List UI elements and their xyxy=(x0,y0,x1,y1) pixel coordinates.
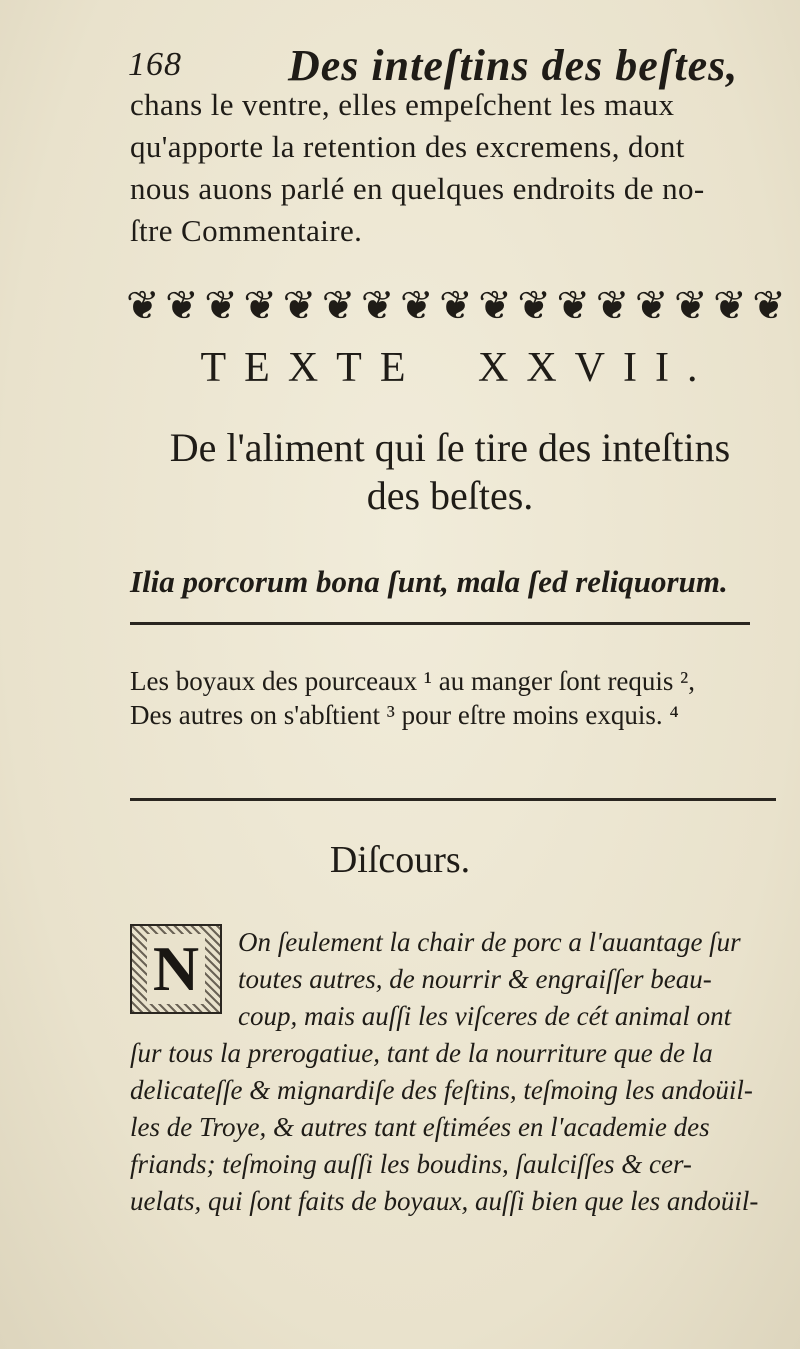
verse-line: Les boyaux des pourceaux ¹ au manger ſont requis ², xyxy=(130,666,696,696)
paragraph-line: coup, mais auſſi les viſceres de cét animal ont xyxy=(238,1001,732,1031)
fleuron-ornament-icon: ❦ xyxy=(517,283,551,328)
fleuron-ornament-icon: ❦ xyxy=(321,283,356,328)
divider-rule xyxy=(130,798,776,801)
verse-line: Des autres on s'abſtient ³ pour eſtre moins exquis. ⁴ xyxy=(130,700,679,730)
text-line: qu'apporte la retention des excremens, dont xyxy=(130,129,685,164)
discours-heading: Diſcours. xyxy=(329,839,471,881)
paragraph-line: uelats, qui ſont faits de boyaux, auſſi bien que les andoüil- xyxy=(130,1186,759,1216)
fleuron-ornament-icon: ❦ xyxy=(399,283,434,328)
paragraph-line: toutes autres, de nourrir & engraiſſer beau- xyxy=(238,964,712,994)
text-line: nous auons parlé en quelques endroits de no- xyxy=(130,171,705,206)
fleuron-ornament-icon: ❦ xyxy=(673,283,708,328)
text-line: chans le ventre, elles empeſchent les maux xyxy=(130,87,675,122)
drop-cap xyxy=(130,924,222,1014)
drop-cap-letter: N xyxy=(147,934,205,1004)
paragraph-line: delicateſſe & mignardiſe des feſtins, teſmoing les andoüil- xyxy=(130,1075,753,1105)
fleuron-ornament-icon: ❦ xyxy=(126,283,160,328)
page-number: 168 xyxy=(128,46,182,83)
section-subtitle xyxy=(130,424,770,520)
fleuron-ornament-icon: ❦ xyxy=(165,283,199,328)
fleuron-ornament-band xyxy=(126,282,786,330)
fleuron-ornament-icon: ❦ xyxy=(478,283,512,328)
fleuron-ornament-icon: ❦ xyxy=(282,283,317,328)
fleuron-ornament-icon: ❦ xyxy=(439,283,473,328)
fleuron-ornament-icon: ❦ xyxy=(556,283,591,328)
section-title: TEXTE XXVII. xyxy=(200,345,716,391)
fleuron-ornament-icon: ❦ xyxy=(243,283,277,328)
fleuron-ornament-icon: ❦ xyxy=(713,283,747,328)
fleuron-ornament-icon: ❦ xyxy=(634,283,669,328)
fleuron-ornament-icon: ❦ xyxy=(595,283,630,328)
paragraph-line: les de Troye, & autres tant eſtimées en l'academie des xyxy=(130,1112,710,1142)
paragraph-line: On ſeulement la chair de porc a l'auantage ſur xyxy=(238,927,741,957)
continuation-text xyxy=(130,84,790,252)
paragraph-line: friands; teſmoing auſſi les boudins, ſaulciſſes & cer- xyxy=(130,1149,692,1179)
paragraph-line: ſur tous la prerogatiue, tant de la nourriture que de la xyxy=(130,1038,713,1068)
fleuron-ornament-icon: ❦ xyxy=(752,283,786,328)
subtitle-line: des beſtes. xyxy=(366,473,534,518)
running-title: Des inteſtins des beſtes, xyxy=(288,41,739,90)
text-line: ſtre Commentaire. xyxy=(130,213,363,248)
fleuron-ornament-icon: ❦ xyxy=(360,283,395,328)
latin-verse: Ilia porcorum bona ſunt, mala ſed reliquorum. xyxy=(130,564,728,599)
french-verse xyxy=(130,664,790,732)
divider-rule xyxy=(130,622,750,625)
discours-paragraph xyxy=(130,924,790,1220)
subtitle-line: De l'aliment qui ſe tire des inteſtins xyxy=(169,425,731,470)
fleuron-ornament-icon: ❦ xyxy=(204,283,238,328)
